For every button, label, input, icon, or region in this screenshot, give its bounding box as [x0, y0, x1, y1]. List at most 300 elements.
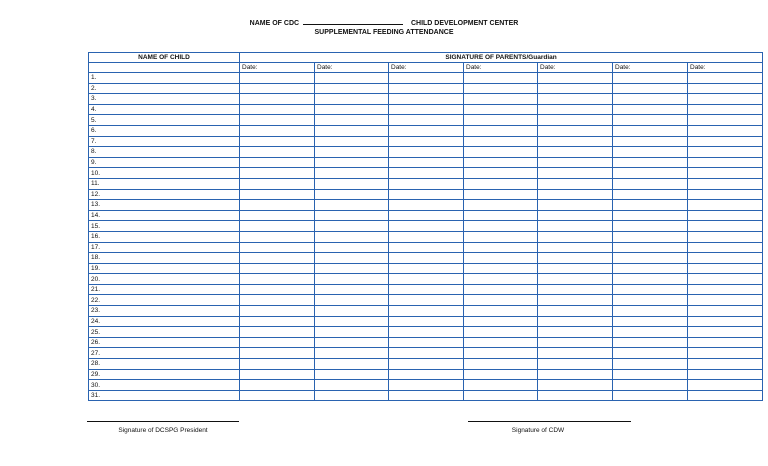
- signature-cell[interactable]: [464, 189, 538, 200]
- signature-cell[interactable]: [688, 125, 763, 136]
- signature-cell[interactable]: [688, 73, 763, 84]
- child-name-cell[interactable]: 27.: [89, 348, 240, 359]
- signature-cell[interactable]: [315, 83, 389, 94]
- signature-cell[interactable]: [538, 242, 613, 253]
- signature-cell[interactable]: [688, 274, 763, 285]
- signature-cell[interactable]: [613, 306, 688, 317]
- signature-cell[interactable]: [315, 242, 389, 253]
- signature-cell[interactable]: [315, 337, 389, 348]
- signature-cell[interactable]: [538, 348, 613, 359]
- signature-cell[interactable]: [464, 295, 538, 306]
- signature-cell[interactable]: [538, 253, 613, 264]
- signature-cell[interactable]: [240, 274, 315, 285]
- signature-cell[interactable]: [240, 231, 315, 242]
- signature-cell[interactable]: [389, 274, 464, 285]
- date-header-cell[interactable]: Date:: [315, 63, 389, 73]
- signature-cell[interactable]: [464, 83, 538, 94]
- signature-cell[interactable]: [538, 210, 613, 221]
- signature-cell[interactable]: [389, 253, 464, 264]
- table-row: [89, 284, 763, 295]
- child-name-cell[interactable]: 16.: [89, 231, 240, 242]
- signature-cell[interactable]: [464, 168, 538, 179]
- signature-cell[interactable]: [688, 147, 763, 158]
- signature-cell[interactable]: [240, 380, 315, 391]
- child-name-cell[interactable]: 5.: [89, 115, 240, 126]
- signature-cell[interactable]: [389, 284, 464, 295]
- child-name-cell[interactable]: 1.: [89, 73, 240, 84]
- signature-cell[interactable]: [538, 136, 613, 147]
- signature-cell[interactable]: [315, 125, 389, 136]
- signature-cell[interactable]: [240, 337, 315, 348]
- signature-cell[interactable]: [464, 125, 538, 136]
- signature-cell[interactable]: [315, 348, 389, 359]
- signature-cell[interactable]: [240, 200, 315, 211]
- signature-cell[interactable]: [538, 274, 613, 285]
- signature-cell[interactable]: [688, 284, 763, 295]
- signature-cell[interactable]: [240, 253, 315, 264]
- signature-cell[interactable]: [315, 157, 389, 168]
- signature-cell[interactable]: [613, 274, 688, 285]
- signature-cell[interactable]: [538, 316, 613, 327]
- signature-cell[interactable]: [613, 125, 688, 136]
- signature-cell[interactable]: [389, 221, 464, 232]
- signature-cell[interactable]: [389, 348, 464, 359]
- table-row: [89, 178, 763, 189]
- child-name-cell[interactable]: 21.: [89, 284, 240, 295]
- signature-cell[interactable]: [538, 380, 613, 391]
- signature-cell[interactable]: [315, 136, 389, 147]
- signature-cell[interactable]: [240, 125, 315, 136]
- signature-cell[interactable]: [240, 83, 315, 94]
- signature-cell[interactable]: [538, 390, 613, 401]
- signature-cell[interactable]: [389, 189, 464, 200]
- signature-cell[interactable]: [613, 83, 688, 94]
- child-name-cell[interactable]: 4.: [89, 104, 240, 115]
- date-header-row: [89, 63, 763, 73]
- signature-cell[interactable]: [240, 189, 315, 200]
- table-row: [89, 263, 763, 274]
- signature-cell[interactable]: [389, 125, 464, 136]
- signature-cell[interactable]: [240, 94, 315, 105]
- child-name-cell[interactable]: 7.: [89, 136, 240, 147]
- table-row: [89, 94, 763, 105]
- child-name-cell[interactable]: 30.: [89, 380, 240, 391]
- signature-cell[interactable]: [613, 115, 688, 126]
- child-name-cell[interactable]: 22.: [89, 295, 240, 306]
- child-name-cell[interactable]: 28.: [89, 359, 240, 370]
- signature-cell[interactable]: [240, 369, 315, 380]
- child-name-cell[interactable]: 14.: [89, 210, 240, 221]
- signature-cell[interactable]: [240, 316, 315, 327]
- signature-cell[interactable]: [315, 380, 389, 391]
- signature-cell[interactable]: [464, 210, 538, 221]
- signature-cell[interactable]: [389, 178, 464, 189]
- signature-cell[interactable]: [613, 178, 688, 189]
- child-name-cell[interactable]: 18.: [89, 253, 240, 264]
- signature-cell[interactable]: [389, 104, 464, 115]
- signature-cell[interactable]: [315, 168, 389, 179]
- signature-cell[interactable]: [315, 200, 389, 211]
- signature-cell[interactable]: [538, 125, 613, 136]
- table-row: [89, 136, 763, 147]
- signature-cell[interactable]: [688, 242, 763, 253]
- signature-cell[interactable]: [613, 327, 688, 338]
- signature-cell[interactable]: [538, 157, 613, 168]
- signature-cell[interactable]: [240, 327, 315, 338]
- signature-cell[interactable]: [688, 115, 763, 126]
- signature-cell[interactable]: [688, 157, 763, 168]
- signature-cell[interactable]: [538, 104, 613, 115]
- table-row: [89, 274, 763, 285]
- signature-cell[interactable]: [240, 263, 315, 274]
- child-name-cell[interactable]: 20.: [89, 274, 240, 285]
- signature-cell[interactable]: [389, 359, 464, 370]
- child-name-cell[interactable]: 25.: [89, 327, 240, 338]
- date-header-cell[interactable]: Date:: [464, 63, 538, 73]
- child-name-header: NAME OF CHILD: [89, 53, 240, 63]
- signature-cell[interactable]: [315, 295, 389, 306]
- signature-cell[interactable]: [688, 136, 763, 147]
- signature-cell[interactable]: [464, 316, 538, 327]
- signature-cell[interactable]: [464, 274, 538, 285]
- signature-cell[interactable]: [315, 369, 389, 380]
- signature-cell[interactable]: [389, 147, 464, 158]
- signature-cell[interactable]: [538, 306, 613, 317]
- signature-cell[interactable]: [389, 369, 464, 380]
- signature-cell[interactable]: [464, 115, 538, 126]
- signature-cell[interactable]: [613, 369, 688, 380]
- child-name-cell[interactable]: 2.: [89, 83, 240, 94]
- signature-cell[interactable]: [389, 337, 464, 348]
- signature-cell[interactable]: [315, 147, 389, 158]
- signature-cell[interactable]: [688, 200, 763, 211]
- table-row: [89, 316, 763, 327]
- table-row: [89, 337, 763, 348]
- signature-cell[interactable]: [538, 359, 613, 370]
- signature-cell[interactable]: [613, 231, 688, 242]
- signature-cell[interactable]: [688, 104, 763, 115]
- signature-cell[interactable]: [613, 295, 688, 306]
- signature-cell[interactable]: [315, 274, 389, 285]
- signature-cell[interactable]: [464, 253, 538, 264]
- signature-cell[interactable]: [315, 316, 389, 327]
- signature-cell[interactable]: [538, 295, 613, 306]
- signature-cell[interactable]: [389, 157, 464, 168]
- child-name-cell[interactable]: 10.: [89, 168, 240, 179]
- table-row: [89, 200, 763, 211]
- signature-cell[interactable]: [613, 221, 688, 232]
- signature-cell[interactable]: [538, 200, 613, 211]
- signature-cell[interactable]: [464, 104, 538, 115]
- signature-cell[interactable]: [315, 178, 389, 189]
- signature-cell[interactable]: [613, 263, 688, 274]
- table-row: [89, 327, 763, 338]
- signature-cell[interactable]: [613, 380, 688, 391]
- table-row: [89, 147, 763, 158]
- signature-cell[interactable]: [464, 136, 538, 147]
- table-row: [89, 253, 763, 264]
- signature-cell[interactable]: [613, 200, 688, 211]
- signature-cell[interactable]: [688, 231, 763, 242]
- child-name-cell[interactable]: 24.: [89, 316, 240, 327]
- child-name-cell[interactable]: 13.: [89, 200, 240, 211]
- date-header-cell[interactable]: Date:: [389, 63, 464, 73]
- signature-cell[interactable]: [464, 147, 538, 158]
- table-row: [89, 210, 763, 221]
- signature-cell[interactable]: [464, 390, 538, 401]
- signature-cell[interactable]: [240, 210, 315, 221]
- signature-cell[interactable]: [240, 284, 315, 295]
- signature-cell[interactable]: [240, 221, 315, 232]
- signature-cell[interactable]: [613, 94, 688, 105]
- signature-cell[interactable]: [538, 263, 613, 274]
- signature-cell[interactable]: [240, 104, 315, 115]
- signature-cell[interactable]: [688, 263, 763, 274]
- signature-cell[interactable]: [315, 231, 389, 242]
- signature-cell[interactable]: [315, 284, 389, 295]
- signature-cell[interactable]: [464, 73, 538, 84]
- signature-cell[interactable]: [389, 390, 464, 401]
- signature-cell[interactable]: [613, 284, 688, 295]
- signature-cell[interactable]: [240, 73, 315, 84]
- signature-cell[interactable]: [613, 136, 688, 147]
- signature-cell[interactable]: [613, 104, 688, 115]
- signature-cell[interactable]: [389, 231, 464, 242]
- signature-cell[interactable]: [688, 168, 763, 179]
- signature-cell[interactable]: [389, 94, 464, 105]
- table-row: [89, 189, 763, 200]
- form-header-line: [0, 17, 768, 27]
- form-subtitle: SUPPLEMENTAL FEEDING ATTENDANCE: [314, 29, 454, 36]
- signature-cell[interactable]: [538, 147, 613, 158]
- child-name-cell[interactable]: 31.: [89, 390, 240, 401]
- date-header-cell[interactable]: Date:: [613, 63, 688, 73]
- cdw-signature-label: Signature of CDW: [511, 427, 565, 434]
- signature-cell[interactable]: [688, 327, 763, 338]
- child-name-cell[interactable]: 29.: [89, 369, 240, 380]
- signature-cell[interactable]: [315, 306, 389, 317]
- signature-cell[interactable]: [240, 136, 315, 147]
- table-row: [89, 73, 763, 84]
- table-row: [89, 231, 763, 242]
- signature-cell[interactable]: [613, 253, 688, 264]
- child-name-cell[interactable]: 11.: [89, 178, 240, 189]
- signature-cell[interactable]: [464, 284, 538, 295]
- signature-cell[interactable]: [538, 189, 613, 200]
- signature-cell[interactable]: [240, 390, 315, 401]
- signature-cell[interactable]: [464, 359, 538, 370]
- signature-cell[interactable]: [538, 178, 613, 189]
- cdw-signature-line[interactable]: [468, 421, 631, 422]
- signature-cell[interactable]: [538, 115, 613, 126]
- center-label: CHILD DEVELOPMENT CENTER: [410, 20, 519, 27]
- signature-cell[interactable]: [240, 348, 315, 359]
- table-row: [89, 157, 763, 168]
- child-name-cell[interactable]: 12.: [89, 189, 240, 200]
- table-row: [89, 380, 763, 391]
- child-name-cell[interactable]: 23.: [89, 306, 240, 317]
- date-header-cell[interactable]: Date:: [538, 63, 613, 73]
- signature-cell[interactable]: [613, 390, 688, 401]
- signature-cell[interactable]: [538, 369, 613, 380]
- signature-cell[interactable]: [613, 359, 688, 370]
- president-signature-line[interactable]: [87, 421, 239, 422]
- table-row: [89, 390, 763, 401]
- cdc-name-blank[interactable]: [303, 17, 403, 25]
- signature-cell[interactable]: [389, 306, 464, 317]
- signature-cell[interactable]: [240, 168, 315, 179]
- signature-cell[interactable]: [240, 157, 315, 168]
- signature-cell[interactable]: [688, 390, 763, 401]
- table-row: [89, 125, 763, 136]
- child-name-cell[interactable]: 19.: [89, 263, 240, 274]
- signature-cell[interactable]: [613, 168, 688, 179]
- signature-cell[interactable]: [315, 210, 389, 221]
- signature-cell[interactable]: [315, 327, 389, 338]
- signature-cell[interactable]: [538, 327, 613, 338]
- signature-cell[interactable]: [315, 73, 389, 84]
- child-name-cell[interactable]: 6.: [89, 125, 240, 136]
- child-name-cell[interactable]: 15.: [89, 221, 240, 232]
- signature-cell[interactable]: [688, 306, 763, 317]
- signature-cell[interactable]: [315, 221, 389, 232]
- table-row: [89, 359, 763, 370]
- signature-cell[interactable]: [688, 253, 763, 264]
- table-row: [89, 115, 763, 126]
- signature-cell[interactable]: [389, 263, 464, 274]
- signature-cell[interactable]: [464, 94, 538, 105]
- signature-cell[interactable]: [688, 295, 763, 306]
- signature-cell[interactable]: [240, 242, 315, 253]
- signature-cell[interactable]: [613, 157, 688, 168]
- signature-cell[interactable]: [389, 210, 464, 221]
- signature-cell[interactable]: [389, 73, 464, 84]
- cdc-name-label: NAME OF CDC: [249, 20, 300, 27]
- signature-cell[interactable]: [315, 263, 389, 274]
- signature-cell[interactable]: [315, 104, 389, 115]
- signature-cell[interactable]: [389, 242, 464, 253]
- signature-cell[interactable]: [688, 359, 763, 370]
- signature-cell[interactable]: [613, 242, 688, 253]
- signature-cell[interactable]: [464, 263, 538, 274]
- signature-cell[interactable]: [315, 115, 389, 126]
- signature-cell[interactable]: [315, 189, 389, 200]
- signature-cell[interactable]: [240, 147, 315, 158]
- child-name-cell[interactable]: 26.: [89, 337, 240, 348]
- signature-cell[interactable]: [688, 380, 763, 391]
- signature-cell[interactable]: [688, 221, 763, 232]
- signature-cell[interactable]: [464, 221, 538, 232]
- table-row: [89, 104, 763, 115]
- signature-cell[interactable]: [613, 316, 688, 327]
- signature-cell[interactable]: [389, 115, 464, 126]
- signature-cell[interactable]: [688, 94, 763, 105]
- signature-cell[interactable]: [464, 369, 538, 380]
- attendance-table: [88, 52, 763, 401]
- signature-cell[interactable]: [240, 295, 315, 306]
- signature-cell[interactable]: [538, 231, 613, 242]
- signature-header: SIGNATURE OF PARENTS/Guardian: [240, 53, 763, 63]
- signature-cell[interactable]: [240, 115, 315, 126]
- signature-cell[interactable]: [389, 380, 464, 391]
- signature-cell[interactable]: [688, 83, 763, 94]
- signature-cell[interactable]: [464, 231, 538, 242]
- signature-cell[interactable]: [538, 168, 613, 179]
- signature-cell[interactable]: [315, 94, 389, 105]
- signature-cell[interactable]: [389, 316, 464, 327]
- signature-cell[interactable]: [688, 178, 763, 189]
- signature-cell[interactable]: [613, 210, 688, 221]
- signature-cell[interactable]: [538, 94, 613, 105]
- signature-cell[interactable]: [613, 348, 688, 359]
- signature-cell[interactable]: [538, 221, 613, 232]
- signature-cell[interactable]: [464, 200, 538, 211]
- signature-cell[interactable]: [464, 348, 538, 359]
- signature-cell[interactable]: [613, 337, 688, 348]
- signature-cell[interactable]: [464, 380, 538, 391]
- signature-cell[interactable]: [688, 189, 763, 200]
- table-header-row: [89, 53, 763, 63]
- signature-cell[interactable]: [389, 327, 464, 338]
- child-name-cell[interactable]: 9.: [89, 157, 240, 168]
- child-name-subheader: [89, 63, 240, 73]
- child-name-cell[interactable]: 17.: [89, 242, 240, 253]
- child-name-cell[interactable]: 3.: [89, 94, 240, 105]
- table-row: [89, 242, 763, 253]
- signature-cell[interactable]: [389, 136, 464, 147]
- signature-cell[interactable]: [613, 147, 688, 158]
- signature-cell[interactable]: [464, 157, 538, 168]
- signature-cell[interactable]: [688, 316, 763, 327]
- signature-cell[interactable]: [389, 83, 464, 94]
- signature-cell[interactable]: [240, 359, 315, 370]
- signature-cell[interactable]: [538, 73, 613, 84]
- date-header-cell[interactable]: Date:: [688, 63, 763, 73]
- date-header-cell[interactable]: Date:: [240, 63, 315, 73]
- signature-cell[interactable]: [613, 189, 688, 200]
- table-row: [89, 306, 763, 317]
- signature-cell[interactable]: [464, 337, 538, 348]
- signature-cell[interactable]: [464, 327, 538, 338]
- signature-cell[interactable]: [688, 369, 763, 380]
- signature-cell[interactable]: [240, 178, 315, 189]
- table-row: [89, 221, 763, 232]
- signature-cell[interactable]: [240, 306, 315, 317]
- signature-cell[interactable]: [464, 242, 538, 253]
- president-signature-label: Signature of DCSPG President: [118, 427, 208, 434]
- signature-cell[interactable]: [688, 337, 763, 348]
- signature-cell[interactable]: [389, 200, 464, 211]
- signature-cell[interactable]: [464, 178, 538, 189]
- table-row: [89, 295, 763, 306]
- signature-cell[interactable]: [613, 73, 688, 84]
- signature-cell[interactable]: [688, 348, 763, 359]
- signature-cell[interactable]: [538, 337, 613, 348]
- signature-cell[interactable]: [315, 359, 389, 370]
- signature-cell[interactable]: [538, 83, 613, 94]
- table-row: [89, 83, 763, 94]
- table-row: [89, 348, 763, 359]
- child-name-cell[interactable]: 8.: [89, 147, 240, 158]
- signature-cell[interactable]: [464, 306, 538, 317]
- table-row: [89, 369, 763, 380]
- signature-cell[interactable]: [389, 168, 464, 179]
- signature-cell[interactable]: [688, 210, 763, 221]
- signature-cell[interactable]: [315, 390, 389, 401]
- signature-cell[interactable]: [315, 253, 389, 264]
- signature-cell[interactable]: [389, 295, 464, 306]
- signature-cell[interactable]: [538, 284, 613, 295]
